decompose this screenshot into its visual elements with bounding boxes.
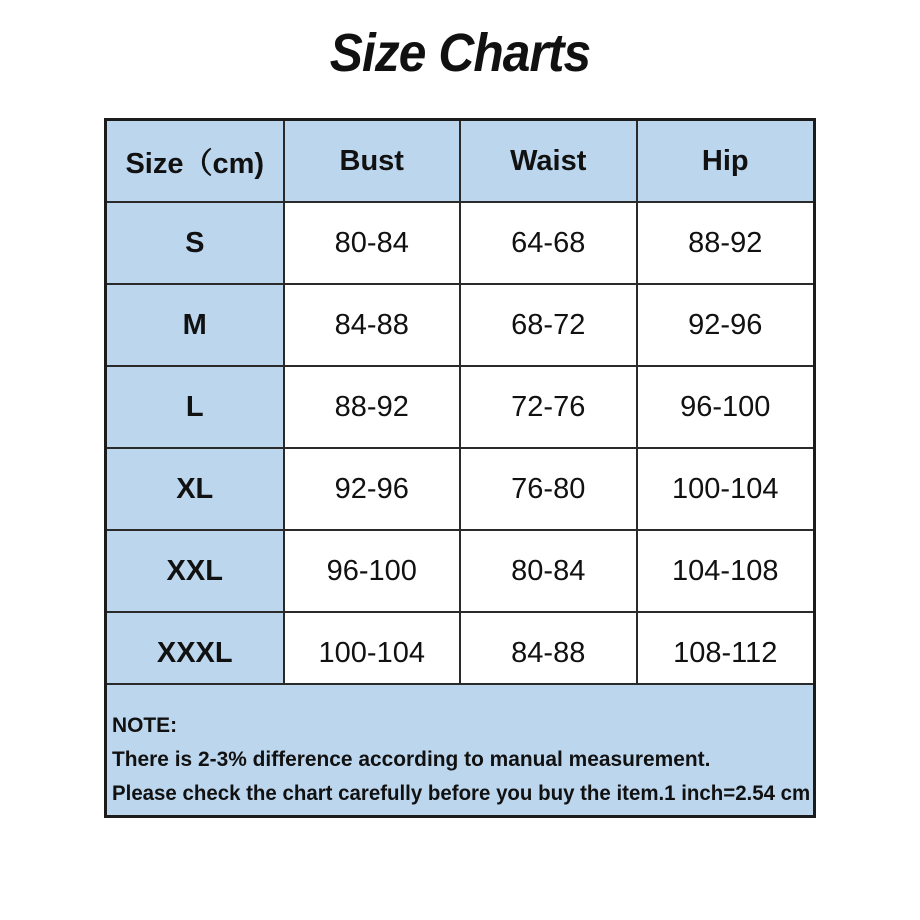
size-label: L — [107, 366, 284, 448]
size-chart — [104, 118, 816, 818]
waist-value: 68-72 — [460, 284, 637, 366]
size-label: XXL — [107, 530, 284, 612]
bust-value: 92-96 — [284, 448, 461, 530]
hip-value: 92-96 — [637, 284, 814, 366]
hip-value: 88-92 — [637, 202, 814, 284]
header-waist: Waist — [460, 121, 637, 202]
page-title: Size Charts — [329, 23, 591, 83]
bust-value: 96-100 — [284, 530, 461, 612]
table-row — [107, 530, 813, 612]
waist-value: 80-84 — [460, 530, 637, 612]
table-row — [107, 284, 813, 366]
size-table — [107, 121, 813, 695]
table-row — [107, 612, 813, 694]
size-label: M — [107, 284, 284, 366]
size-label: XXXL — [107, 612, 284, 694]
note-line-check-chart: Please check the chart carefully before you buy the item.1 inch=2.54 cm — [112, 782, 811, 805]
note-box — [107, 683, 813, 815]
waist-value: 76-80 — [460, 448, 637, 530]
table-row — [107, 202, 813, 284]
table-row — [107, 366, 813, 448]
table-header-row — [107, 121, 813, 202]
hip-value: 100-104 — [637, 448, 814, 530]
hip-value: 104-108 — [637, 530, 814, 612]
bust-value: 80-84 — [284, 202, 461, 284]
header-size: Size（cm) — [107, 121, 284, 202]
size-label: XL — [107, 448, 284, 530]
bust-value: 100-104 — [284, 612, 461, 694]
note-line-measurement: There is 2-3% difference according to manual measurement. — [112, 748, 711, 771]
table-row — [107, 448, 813, 530]
header-bust: Bust — [284, 121, 461, 202]
note-label: NOTE: — [112, 714, 178, 737]
waist-value: 64-68 — [460, 202, 637, 284]
waist-value: 72-76 — [460, 366, 637, 448]
bust-value: 88-92 — [284, 366, 461, 448]
hip-value: 108-112 — [637, 612, 814, 694]
waist-value: 84-88 — [460, 612, 637, 694]
hip-value: 96-100 — [637, 366, 814, 448]
header-hip: Hip — [637, 121, 814, 202]
bust-value: 84-88 — [284, 284, 461, 366]
size-label: S — [107, 202, 284, 284]
